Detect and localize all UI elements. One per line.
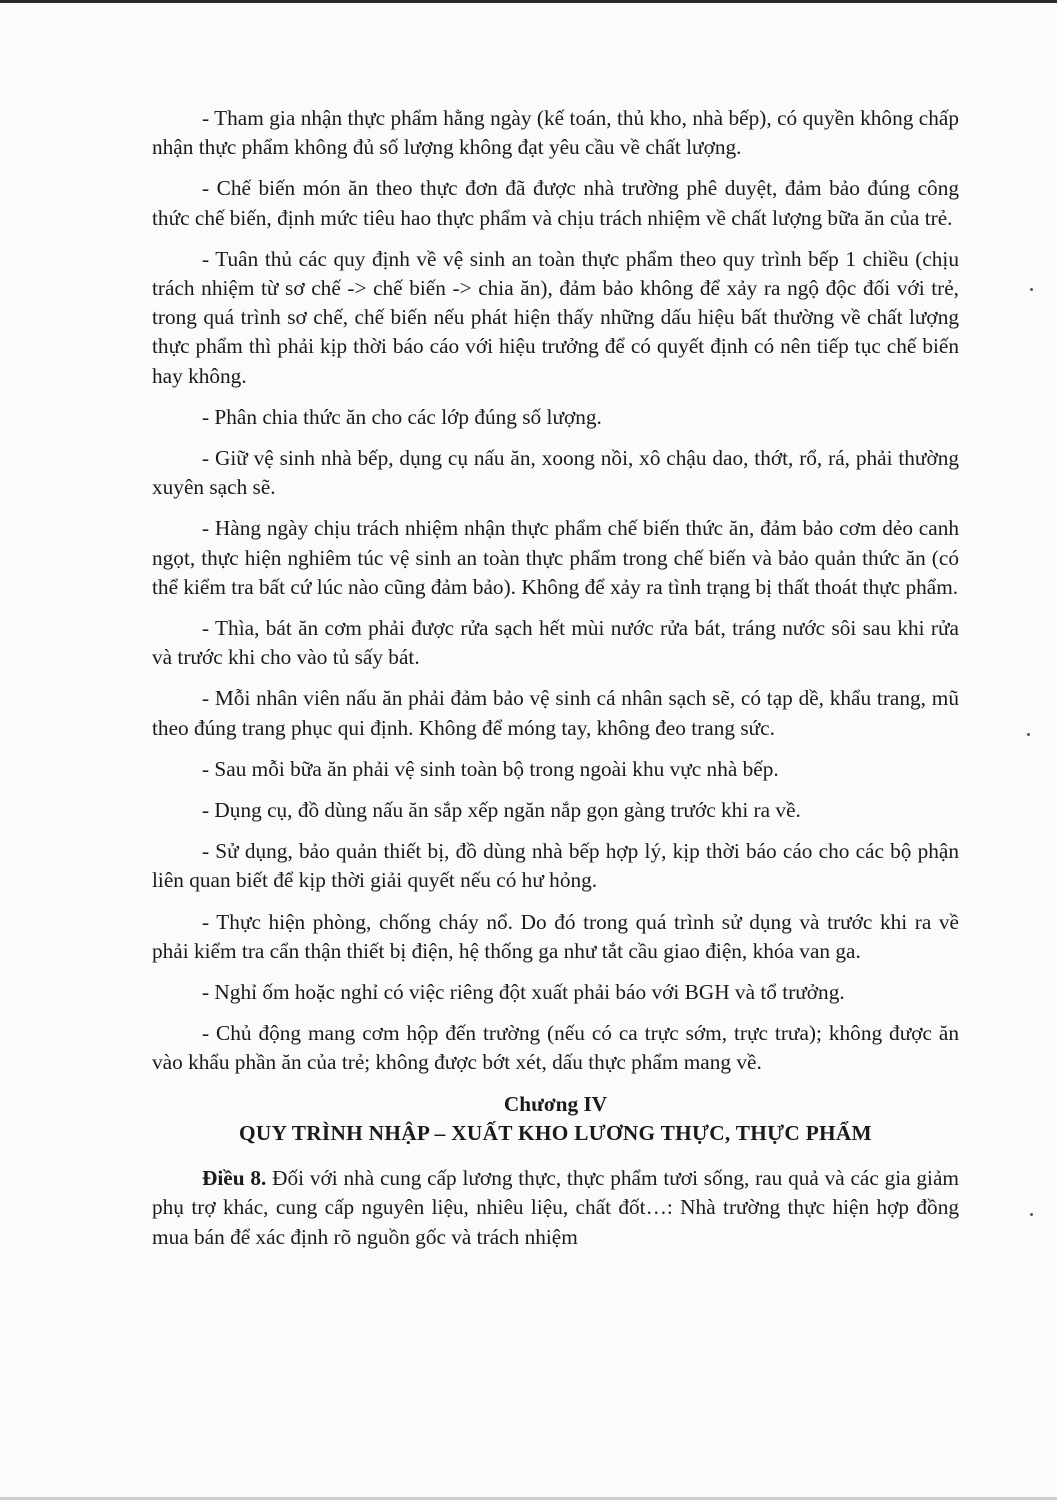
scan-speck	[1030, 1213, 1033, 1216]
document-page	[152, 104, 959, 1264]
paragraph-food-safety: - Tuân thủ các quy định về vệ sinh an toàn thực phẩm theo quy trình bếp 1 chiều (chịu trách nhiệm từ sơ chế -> chế biến -> chia ăn), đảm bảo không để xảy ra ngộ độc đối với trẻ, trong quá trình sơ chế, chế biến nếu phát hiện thấy những dấu hiệu bất thường về chất lượng thực phẩm thì phải kịp thời báo cáo với hiệu trưởng để có quyết định có nên tiếp tục chế biến hay không.	[152, 246, 959, 388]
paragraph-dish-washing: - Thìa, bát ăn cơm phải được rửa sạch hết mùi nước rửa bát, tráng nước sôi sau khi rửa và trước khi cho vào tủ sấy bát.	[152, 616, 959, 670]
paragraph-personal-hygiene: - Mỗi nhân viên nấu ăn phải đảm bảo vệ sinh cá nhân sạch sẽ, có tạp dề, khẩu trang, mũ theo đúng trang phục qui định. Không để móng tay, không đeo trang sức.	[152, 686, 959, 740]
article-label: Điều 8.	[202, 1166, 267, 1191]
scan-top-edge	[0, 0, 1057, 3]
paragraph-daily-duty: - Hàng ngày chịu trách nhiệm nhận thực phẩm chế biến thức ăn, đảm bảo cơm dẻo canh ngọt, thực hiện nghiêm túc vệ sinh an toàn thực phẩm trong chế biến và bảo quản thức ăn (có thể kiểm tra bất cứ lúc nào cũng đảm bảo). Không để xảy ra tình trạng bị thất thoát thực phẩm.	[152, 516, 959, 599]
article-8	[152, 1164, 959, 1252]
paragraph-cook-menu: - Chế biến món ăn theo thực đơn đã được nhà trường phê duyệt, đảm bảo đúng công thức chế biến, định mức tiêu hao thực phẩm và chịu trách nhiệm về chất lượng bữa ăn của trẻ.	[152, 176, 959, 230]
chapter-title: QUY TRÌNH NHẬP – XUẤT KHO LƯƠNG THỰC, THỰC PHẨM	[239, 1120, 872, 1145]
paragraph-lunchbox: - Chủ động mang cơm hộp đến trường (nếu có ca trực sớm, trực trưa); không được ăn vào khẩu phần ăn của trẻ; không được bớt xét, dấu thực phẩm mang về.	[152, 1021, 959, 1075]
paragraph-portion: - Phân chia thức ăn cho các lớp đúng số lượng.	[202, 404, 602, 429]
chapter-label: Chương IV	[503, 1091, 608, 1116]
paragraph-equipment: - Sử dụng, bảo quản thiết bị, đồ dùng nhà bếp hợp lý, kịp thời báo cáo cho các bộ phận liên quan biết để kịp thời giải quyết nếu có hư hỏng.	[152, 839, 959, 893]
paragraph-fire-safety: - Thực hiện phòng, chống cháy nổ. Do đó trong quá trình sử dụng và trước khi ra về phải kiểm tra cẩn thận thiết bị điện, hệ thống ga như tắt cầu giao điện, khóa van ga.	[152, 909, 959, 963]
paragraph-leave: - Nghỉ ốm hoặc nghỉ có việc riêng đột xuất phải báo với BGH và tổ trưởng.	[202, 980, 845, 1005]
paragraph-receive-food: - Tham gia nhận thực phẩm hằng ngày (kế toán, thủ kho, nhà bếp), có quyền không chấp nhận thực phẩm không đủ số lượng không đạt yêu cầu về chất lượng.	[152, 106, 959, 160]
scan-speck	[1030, 288, 1033, 291]
article-text: Đối với nhà cung cấp lương thực, thực phẩm tươi sống, rau quả và các gia giảm phụ trợ khác, cung cấp nguyên liệu, nhiêu liệu, chất đốt…: Nhà trường thực hiện hợp đồng mua bán để xác định rõ nguồn gốc và trách nhiệm	[152, 1166, 959, 1249]
paragraph-kitchen-hygiene: - Giữ vệ sinh nhà bếp, dụng cụ nấu ăn, xoong nồi, xô chậu dao, thớt, rổ, rá, phải thường xuyên sạch sẽ.	[152, 446, 959, 500]
scan-speck	[1027, 733, 1030, 736]
paragraph-after-meal: - Sau mỗi bữa ăn phải vệ sinh toàn bộ trong ngoài khu vực nhà bếp.	[202, 756, 779, 781]
paragraph-tidy-tools: - Dụng cụ, đồ dùng nấu ăn sắp xếp ngăn nắp gọn gàng trước khi ra về.	[202, 798, 801, 823]
